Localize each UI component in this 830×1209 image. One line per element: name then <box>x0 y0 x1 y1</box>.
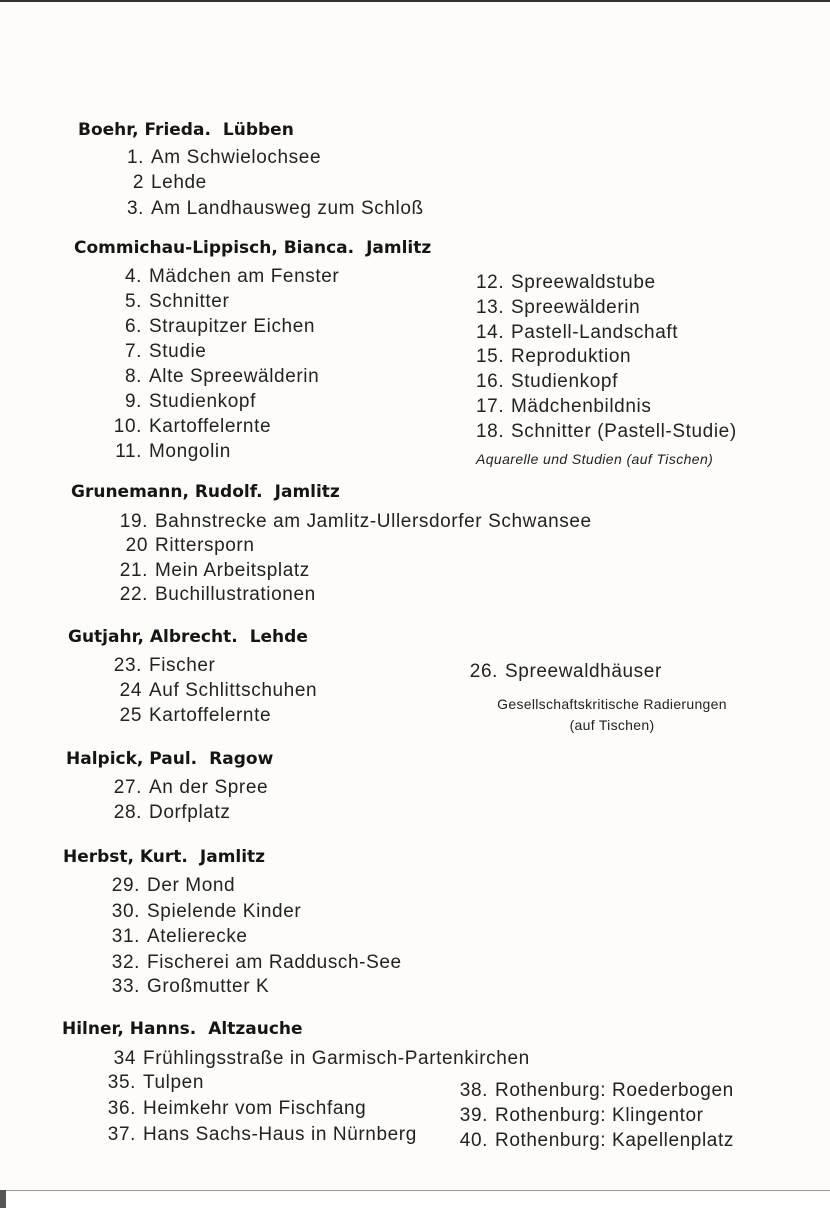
artist-header <box>62 1019 303 1039</box>
work-title: Spielende Kinder <box>147 901 302 922</box>
work-title: Kartoffelernte <box>149 416 272 437</box>
work-number: 8. <box>124 366 142 387</box>
work-number: 9. <box>124 391 142 412</box>
work-number: 33. <box>111 976 140 997</box>
note-line: Gesellschaftskritische Radierungen <box>497 696 727 712</box>
work-number: 28. <box>113 802 142 823</box>
artist-name: Commichau-Lippisch, Bianca. <box>74 238 355 258</box>
work-number: 27. <box>113 777 142 798</box>
work-number: 30. <box>111 901 140 922</box>
artist-name: Herbst, Kurt. <box>63 847 188 867</box>
work-item <box>110 266 339 288</box>
page-corner-mark <box>0 1190 6 1208</box>
work-item <box>110 291 229 313</box>
work-title: Auf Schlittschuhen <box>149 680 318 701</box>
work-title: Mongolin <box>149 441 231 462</box>
work-number: 16. <box>476 371 505 392</box>
work-title: Heimkehr vom Fischfang <box>143 1098 367 1119</box>
work-item <box>110 441 231 463</box>
work-item <box>100 901 301 923</box>
work-title: Dorfplatz <box>149 802 231 823</box>
work-item <box>96 1124 417 1146</box>
work-number: 18. <box>476 421 505 442</box>
work-title: Hans Sachs-Haus in Nürnberg <box>143 1124 417 1145</box>
work-number: 17. <box>476 396 505 417</box>
work-number: 23. <box>113 655 142 676</box>
work-title: Tulpen <box>143 1072 204 1093</box>
work-item <box>106 535 255 557</box>
work-number: 36. <box>107 1098 136 1119</box>
work-item <box>476 371 618 393</box>
work-title: Studienkopf <box>149 391 256 412</box>
artist-place: Jamlitz <box>366 238 432 258</box>
work-item <box>106 511 592 533</box>
work-number: 39. <box>459 1105 488 1126</box>
work-number: 5. <box>124 291 142 312</box>
work-number: 4. <box>124 266 142 287</box>
work-number: 14. <box>476 322 505 343</box>
work-item <box>100 952 402 974</box>
work-item <box>96 1098 366 1120</box>
work-number: 35. <box>107 1072 136 1093</box>
work-number: 2 <box>132 172 144 193</box>
work-title: Spreewälderin <box>511 297 641 318</box>
work-item <box>454 1130 734 1152</box>
artist-name: Halpick, Paul. <box>66 749 198 769</box>
work-title: Rothenburg: Klingentor <box>495 1105 704 1126</box>
work-number: 31. <box>111 926 140 947</box>
work-number: 21. <box>119 560 148 581</box>
artist-header <box>68 627 308 647</box>
artist-place: Ragow <box>209 749 274 769</box>
work-number: 26. <box>469 661 498 682</box>
work-item <box>102 680 317 702</box>
work-item <box>110 366 319 388</box>
work-number: 40. <box>459 1130 488 1151</box>
work-title: Atelierecke <box>147 926 248 947</box>
work-number: 6. <box>124 316 142 337</box>
display-note <box>462 694 762 736</box>
work-item <box>100 802 230 824</box>
work-title: Studienkopf <box>511 371 618 392</box>
work-item <box>476 297 640 319</box>
work-number: 19. <box>119 511 148 532</box>
artist-header <box>78 120 294 140</box>
work-item <box>110 341 206 363</box>
work-title: Mädchenbildnis <box>511 396 652 417</box>
work-number: 38. <box>459 1080 488 1101</box>
top-border <box>0 0 830 2</box>
work-item <box>96 1048 530 1070</box>
work-item <box>102 705 271 727</box>
work-item <box>96 1072 204 1094</box>
work-number: 37. <box>107 1124 136 1145</box>
artist-name: Gutjahr, Albrecht. <box>68 627 238 647</box>
display-note: Aquarelle und Studien (auf Tischen) <box>476 451 714 467</box>
work-title: Rothenburg: Kapellenplatz <box>495 1130 734 1151</box>
work-title: Pastell-Landschaft <box>511 322 679 343</box>
work-item <box>476 346 631 368</box>
work-item <box>100 777 268 799</box>
work-item <box>106 584 316 606</box>
work-title: Der Mond <box>147 875 236 896</box>
note-line: (auf Tischen) <box>569 717 655 733</box>
work-item <box>110 316 315 338</box>
work-title: Lehde <box>151 172 207 193</box>
work-number: 7. <box>124 341 142 362</box>
work-title: Buchillustrationen <box>155 584 316 605</box>
work-title: Reproduktion <box>511 346 632 367</box>
work-title: Großmutter K <box>147 976 270 997</box>
work-title: Am Schwielochsee <box>151 147 322 168</box>
work-item <box>114 172 207 194</box>
artist-header <box>71 482 340 502</box>
work-item <box>476 396 651 418</box>
work-number: 13. <box>476 297 505 318</box>
work-title: Fischerei am Raddusch-See <box>147 952 402 973</box>
artist-place: Jamlitz <box>199 847 266 867</box>
page-bottom-edge <box>0 1190 830 1209</box>
work-number: 34 <box>113 1048 136 1069</box>
work-title: Schnitter (Pastell-Studie) <box>511 421 737 442</box>
work-item <box>100 976 269 998</box>
work-number: 3. <box>126 198 144 219</box>
artist-header <box>74 238 431 258</box>
work-title: Bahnstrecke am Jamlitz-Ullersdorfer Schwansee <box>155 511 592 532</box>
work-title: Frühlingsstraße in Garmisch-Partenkirchen <box>143 1048 530 1069</box>
artist-header <box>66 749 273 769</box>
work-item <box>476 421 737 443</box>
work-number: 24 <box>119 680 142 701</box>
work-item <box>476 322 678 344</box>
work-title: Rittersporn <box>155 535 255 556</box>
work-item <box>114 198 424 220</box>
work-item <box>110 416 271 438</box>
artist-name: Grunemann, Rudolf. <box>71 482 263 502</box>
work-title: Mein Arbeitsplatz <box>155 560 310 581</box>
artist-place: Lübben <box>222 120 294 140</box>
work-item <box>100 875 235 897</box>
work-title: Fischer <box>149 655 216 676</box>
work-title: Mädchen am Fenster <box>149 266 340 287</box>
work-number: 15. <box>476 346 505 367</box>
artist-place: Jamlitz <box>274 482 340 502</box>
work-number: 32. <box>111 952 140 973</box>
work-title: Am Landhausweg zum Schloß <box>151 198 424 219</box>
work-item <box>454 1105 704 1127</box>
work-number: 11. <box>115 441 142 462</box>
artist-place: Lehde <box>249 627 308 647</box>
work-item <box>102 655 216 677</box>
work-title: Spreewaldhäuser <box>505 661 662 682</box>
work-item <box>454 1080 734 1102</box>
work-title: Schnitter <box>149 291 230 312</box>
work-item <box>114 147 321 169</box>
artist-name: Hilner, Hanns. <box>62 1019 197 1039</box>
work-number: 20 <box>125 535 148 556</box>
work-item <box>106 560 310 582</box>
work-title: Straupitzer Eichen <box>149 316 316 337</box>
artist-header <box>63 847 265 867</box>
work-item <box>100 926 248 948</box>
work-title: Kartoffelernte <box>149 705 272 726</box>
work-title: Alte Spreewälderin <box>149 366 320 387</box>
work-title: An der Spree <box>149 777 269 798</box>
work-item <box>476 272 656 294</box>
work-number: 29. <box>111 875 140 896</box>
artist-place: Altzauche <box>208 1019 303 1039</box>
work-number: 1. <box>126 147 144 168</box>
work-title: Studie <box>149 341 207 362</box>
work-number: 10. <box>113 416 142 437</box>
work-item <box>110 391 256 413</box>
work-number: 25 <box>119 705 142 726</box>
artist-name: Boehr, Frieda. <box>78 120 211 140</box>
work-title: Rothenburg: Roederbogen <box>495 1080 734 1101</box>
work-number: 22. <box>119 584 148 605</box>
work-title: Spreewaldstube <box>511 272 656 293</box>
work-number: 12. <box>476 272 505 293</box>
work-item <box>466 661 662 683</box>
